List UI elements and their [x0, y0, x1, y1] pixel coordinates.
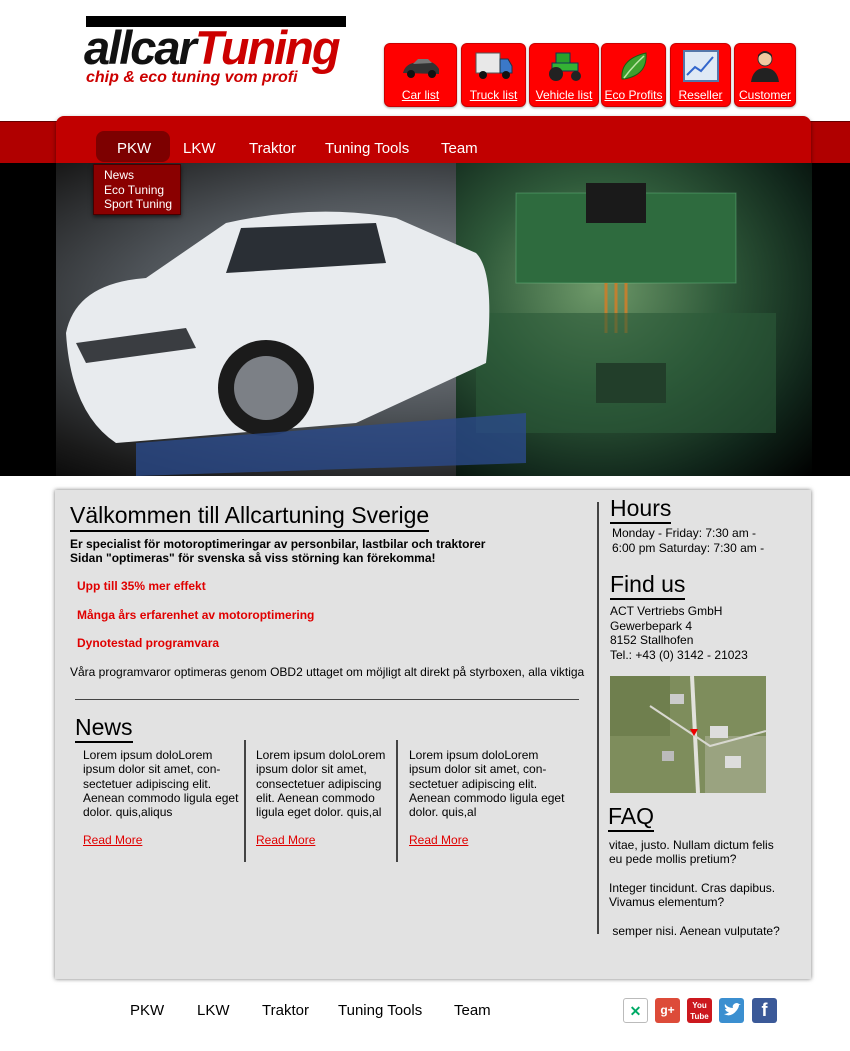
faq-line: semper nisi. Aenean vulputate?: [609, 923, 780, 938]
xing-icon[interactable]: ✕: [623, 998, 648, 1023]
find-us-heading: Find us: [610, 571, 685, 600]
news-text-line: Lorem ipsum doloLorem: [83, 748, 213, 762]
sports-car-icon: [401, 49, 441, 83]
news-text-line: ipsum dolor sit amet, con-: [409, 762, 547, 777]
tractor-icon: [544, 49, 584, 83]
address-line: 8152 Stallhofen: [610, 633, 694, 647]
news-item: [83, 748, 243, 848]
faq-line: Integer tincidunt. Cras dapibus.: [609, 880, 776, 895]
logo-wordmark: allcarTuning: [84, 21, 339, 74]
news-text-line: Aenean commodo ligula eget: [83, 790, 239, 805]
intro-text: [70, 537, 485, 565]
leaf-icon: [614, 49, 654, 83]
news-heading: News: [75, 714, 133, 743]
eco-profits-label: Eco Profits: [604, 88, 663, 102]
eco-profits-button[interactable]: [601, 43, 666, 107]
hours-text: [612, 526, 764, 555]
sidebar-divider: [597, 502, 599, 934]
news-text-line: dolor. quis,al: [409, 805, 477, 820]
nav-item-traktor[interactable]: Traktor: [249, 140, 296, 157]
truck-list-label: Truck list: [469, 88, 518, 102]
facebook-icon[interactable]: f: [752, 998, 777, 1023]
news-text-line: sectetuer adipiscing elit.: [83, 776, 212, 791]
news-item: [409, 748, 569, 848]
news-text-line: ligula eget dolor. quis,al: [256, 805, 382, 820]
nav-item-lkw[interactable]: LKW: [183, 140, 216, 157]
twitter-icon[interactable]: [719, 998, 744, 1023]
faq-line: vitae, justo. Nullam dictum felis: [609, 838, 774, 852]
news-text-line: Aenean commodo ligula eget: [409, 790, 565, 805]
customer-label: Customer: [738, 88, 791, 102]
news-column-divider: [396, 740, 398, 862]
faq-line: eu pede mollis pretium?: [609, 852, 737, 867]
highlight-experience: Många års erfarenhet av motoroptimering: [77, 608, 315, 622]
footer-nav-tuning-tools[interactable]: Tuning Tools: [338, 1002, 423, 1019]
faq-heading: FAQ: [608, 803, 654, 832]
customer-button[interactable]: [734, 43, 796, 107]
hours-line: 6:00 pm Saturday: 7:30 am -: [612, 540, 765, 555]
nav-dropdown-pkw: [93, 164, 181, 215]
news-text-line: elit. Aenean commodo: [256, 790, 375, 805]
faq-spacer: [609, 867, 780, 881]
site-logo[interactable]: [84, 14, 349, 90]
read-more-link[interactable]: Read More: [83, 833, 143, 848]
nav-item-pkw[interactable]: PKW: [117, 140, 152, 157]
reseller-label: Reseller: [678, 88, 723, 102]
news-text-line: consectetuer adipiscing: [256, 776, 382, 791]
news-text-line: Lorem ipsum doloLorem: [256, 748, 386, 762]
car-list-label: Car list: [401, 88, 440, 102]
news-text-line: Lorem ipsum doloLorem: [409, 748, 539, 762]
location-map[interactable]: [610, 676, 766, 793]
faq-text: [609, 838, 780, 938]
hours-line: Monday - Friday: 7:30 am -: [612, 526, 757, 540]
address-line: ACT Vertriebs GmbH: [610, 604, 723, 618]
reseller-button[interactable]: [670, 43, 731, 107]
news-text-line: ipsum dolor sit amet, con-: [83, 762, 221, 777]
intro-line-1: Er specialist för motoroptimeringar av personbilar, lastbilar och traktorer: [70, 537, 486, 551]
nav-item-team[interactable]: Team: [441, 140, 478, 157]
body-text: Våra programvaror optimeras genom OBD2 uttaget om möjligt alt direkt på styrboxen, alla viktiga: [70, 665, 585, 679]
read-more-link[interactable]: Read More: [256, 833, 316, 848]
nav-item-tuning-tools[interactable]: Tuning Tools: [325, 140, 410, 157]
logo-tagline: chip & eco tuning vom profi: [86, 69, 298, 86]
chart-icon: [681, 49, 721, 83]
faq-line: Vivamus elementum?: [609, 895, 725, 910]
youtube-icon[interactable]: You Tube: [687, 998, 712, 1023]
footer-nav-team[interactable]: Team: [454, 1002, 491, 1019]
news-text-line: ipsum dolor sit amet,: [256, 762, 367, 777]
address-line: Tel.: +43 (0) 3142 - 21023: [610, 647, 748, 662]
footer-nav-lkw[interactable]: LKW: [197, 1002, 230, 1019]
hours-heading: Hours: [610, 495, 671, 524]
quick-links: [384, 43, 796, 107]
section-divider: [75, 699, 579, 700]
news-column-divider: [244, 740, 246, 862]
dropdown-item-sport-tuning[interactable]: Sport Tuning: [104, 197, 173, 211]
footer-nav-pkw[interactable]: PKW: [130, 1002, 165, 1019]
car-list-button[interactable]: [384, 43, 457, 107]
vehicle-list-label: Vehicle list: [535, 88, 593, 102]
page-title: Välkommen till Allcartuning Sverige: [70, 502, 429, 532]
google-plus-icon[interactable]: g+: [655, 998, 680, 1023]
news-text-line: dolor. quis,aliqus: [83, 805, 173, 820]
person-icon: [745, 49, 785, 83]
footer-nav-traktor[interactable]: Traktor: [262, 1002, 309, 1019]
truck-icon: [474, 49, 514, 83]
highlight-dyno: Dynotestad programvara: [77, 636, 220, 650]
highlight-effect: Upp till 35% mer effekt: [77, 579, 206, 593]
news-item: [256, 748, 416, 848]
vehicle-list-button[interactable]: [529, 43, 599, 107]
address-text: [610, 604, 748, 662]
truck-list-button[interactable]: [461, 43, 526, 107]
intro-line-2: Sidan "optimeras" för svenska så viss störning kan förekomma!: [70, 551, 436, 565]
faq-spacer: [609, 909, 780, 923]
dropdown-item-news[interactable]: News: [104, 168, 135, 182]
news-text-line: sectetuer adipiscing elit.: [409, 776, 538, 791]
read-more-link[interactable]: Read More: [409, 833, 469, 848]
dropdown-item-eco-tuning[interactable]: Eco Tuning: [104, 183, 165, 197]
address-line: Gewerbepark 4: [610, 618, 693, 633]
